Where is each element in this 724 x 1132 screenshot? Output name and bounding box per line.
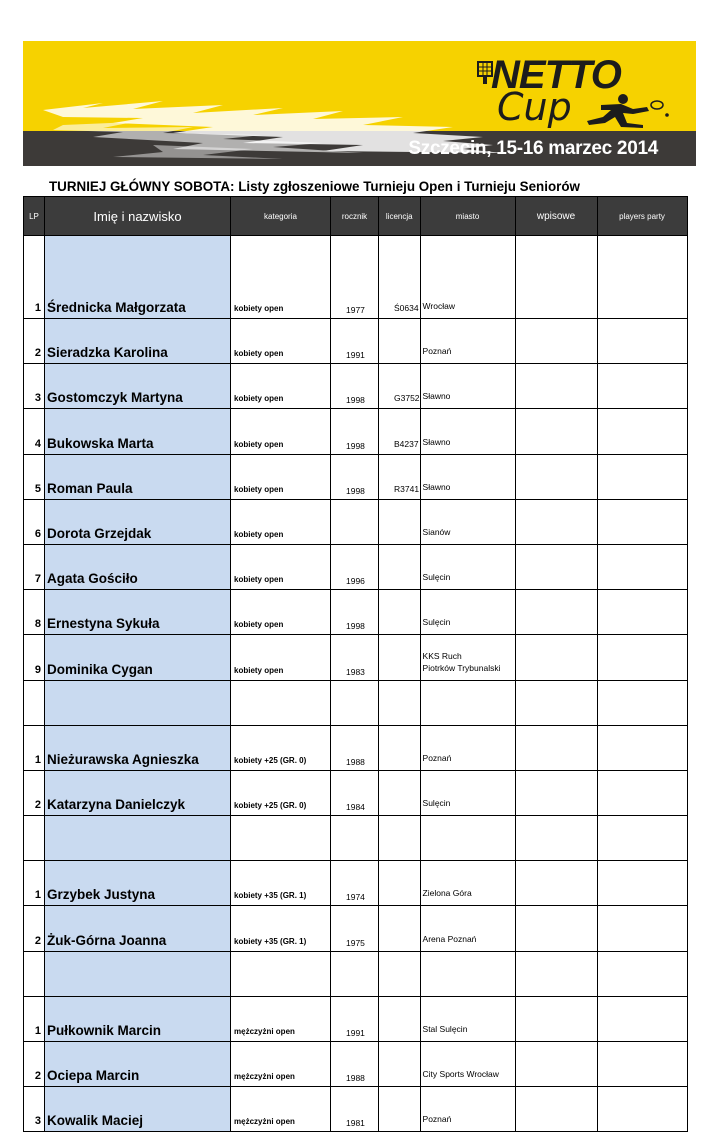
cell-name: Roman Paula [45, 454, 231, 499]
cell-licencja [379, 680, 421, 725]
cell-miasto: Zielona Góra [420, 861, 515, 906]
cell-lp: 2 [24, 906, 45, 951]
cell-kategoria: kobiety open [231, 499, 331, 544]
cell-miasto: Poznań [420, 1087, 515, 1132]
cell-kategoria: kobiety open [231, 319, 331, 364]
cell-wpisowe [515, 1087, 597, 1132]
cell-rocznik: 1998 [331, 590, 379, 635]
cell-rocznik: 1981 [331, 1087, 379, 1132]
cell-wpisowe [515, 816, 597, 861]
cell-players-party [597, 409, 687, 454]
cell-miasto [420, 816, 515, 861]
cell-licencja: B4237 [379, 409, 421, 454]
cell-name: Gostomczyk Martyna [45, 364, 231, 409]
cell-licencja [379, 996, 421, 1041]
cell-rocznik: 1975 [331, 906, 379, 951]
registration-table [23, 196, 688, 1132]
cell-miasto: Poznań [420, 319, 515, 364]
cell-kategoria: kobiety open [231, 409, 331, 454]
cell-players-party [597, 861, 687, 906]
table-row-spacer [24, 816, 688, 861]
table-row [24, 409, 688, 454]
table-row [24, 635, 688, 680]
cell-name [45, 816, 231, 861]
cell-miasto: Sulęcin [420, 544, 515, 589]
cell-lp: 5 [24, 454, 45, 499]
cell-rocznik: 1988 [331, 725, 379, 770]
cell-miasto: Sławno [420, 409, 515, 454]
cell-licencja [379, 1087, 421, 1132]
cell-players-party [597, 454, 687, 499]
cell-lp: 2 [24, 770, 45, 815]
cell-players-party [597, 499, 687, 544]
cell-wpisowe [515, 319, 597, 364]
cell-licencja [379, 816, 421, 861]
cell-licencja [379, 1042, 421, 1087]
cell-lp: 2 [24, 319, 45, 364]
table-row [24, 319, 688, 364]
cell-name: Bukowska Marta [45, 409, 231, 454]
cell-lp: 6 [24, 499, 45, 544]
col-header-licencja: licencja [379, 197, 421, 236]
cell-players-party [597, 680, 687, 725]
cell-wpisowe [515, 454, 597, 499]
cell-lp: 9 [24, 635, 45, 680]
cell-name: Nieżurawska Agnieszka [45, 725, 231, 770]
cell-wpisowe [515, 590, 597, 635]
col-header-rocznik: rocznik [331, 197, 379, 236]
cell-players-party [597, 590, 687, 635]
cell-players-party [597, 996, 687, 1041]
table-row [24, 544, 688, 589]
table-row-spacer [24, 951, 688, 996]
cell-miasto: Sianów [420, 499, 515, 544]
table-row [24, 590, 688, 635]
table-row [24, 364, 688, 409]
cell-licencja [379, 906, 421, 951]
cell-kategoria [231, 816, 331, 861]
cell-players-party [597, 816, 687, 861]
cell-kategoria: kobiety open [231, 590, 331, 635]
cell-players-party [597, 725, 687, 770]
cell-kategoria: kobiety open [231, 236, 331, 319]
table-row [24, 996, 688, 1041]
cell-kategoria: kobiety open [231, 364, 331, 409]
cell-lp [24, 680, 45, 725]
col-header-miasto: miasto [420, 197, 515, 236]
cell-name: Ociepa Marcin [45, 1042, 231, 1087]
cell-rocznik: 1998 [331, 364, 379, 409]
cell-rocznik: 1996 [331, 544, 379, 589]
cell-lp: 4 [24, 409, 45, 454]
cell-players-party [597, 1087, 687, 1132]
cell-rocznik: 1991 [331, 319, 379, 364]
cell-wpisowe [515, 635, 597, 680]
table-row [24, 1042, 688, 1087]
cell-rocznik: 1984 [331, 770, 379, 815]
cell-miasto: Sławno [420, 364, 515, 409]
cell-rocznik: 1974 [331, 861, 379, 906]
cell-rocznik: 1983 [331, 635, 379, 680]
col-header-players-party: players party [597, 197, 687, 236]
cell-licencja: G3752 [379, 364, 421, 409]
cell-players-party [597, 544, 687, 589]
table-body [24, 236, 688, 1132]
cell-name: Katarzyna Danielczyk [45, 770, 231, 815]
cell-kategoria: kobiety +25 (GR. 0) [231, 770, 331, 815]
cell-kategoria: kobiety +35 (GR. 1) [231, 861, 331, 906]
table-row [24, 861, 688, 906]
cell-lp: 1 [24, 236, 45, 319]
squash-player-icon [571, 93, 671, 129]
cell-wpisowe [515, 996, 597, 1041]
col-header-wpisowe: wpisowe [515, 197, 597, 236]
cell-lp: 1 [24, 725, 45, 770]
cell-name: Grzybek Justyna [45, 861, 231, 906]
cell-kategoria: kobiety +35 (GR. 1) [231, 906, 331, 951]
cell-players-party [597, 951, 687, 996]
table-header [24, 197, 688, 236]
cell-rocznik [331, 499, 379, 544]
logo-sub-text: Cup [497, 85, 572, 129]
cell-wpisowe [515, 861, 597, 906]
cell-name [45, 951, 231, 996]
cell-name: Dorota Grzejdak [45, 499, 231, 544]
cell-miasto: Wrocław [420, 236, 515, 319]
table-row [24, 454, 688, 499]
cell-players-party [597, 319, 687, 364]
cell-miasto: Arena Poznań [420, 906, 515, 951]
cell-kategoria: kobiety open [231, 454, 331, 499]
cell-lp: 7 [24, 544, 45, 589]
cell-licencja [379, 951, 421, 996]
cell-kategoria: kobiety +25 (GR. 0) [231, 725, 331, 770]
netto-cup-logo [475, 53, 675, 128]
cell-lp: 1 [24, 996, 45, 1041]
cell-lp: 2 [24, 1042, 45, 1087]
cell-wpisowe [515, 409, 597, 454]
table-row [24, 1087, 688, 1132]
cell-rocznik [331, 680, 379, 725]
cell-miasto: Sulęcin [420, 770, 515, 815]
cell-miasto: Poznań [420, 725, 515, 770]
cell-licencja [379, 499, 421, 544]
cell-licencja [379, 590, 421, 635]
cell-wpisowe [515, 544, 597, 589]
cell-rocznik: 1988 [331, 1042, 379, 1087]
cell-wpisowe [515, 1042, 597, 1087]
cell-players-party [597, 770, 687, 815]
cell-kategoria: kobiety open [231, 544, 331, 589]
cell-rocznik [331, 816, 379, 861]
cell-licencja [379, 725, 421, 770]
cell-lp [24, 951, 45, 996]
cell-kategoria: mężczyżni open [231, 1087, 331, 1132]
cell-wpisowe [515, 364, 597, 409]
logo-brand-text: NETTO [491, 53, 621, 97]
cell-miasto [420, 680, 515, 725]
cell-rocznik: 1991 [331, 996, 379, 1041]
header-banner [23, 41, 696, 166]
cell-wpisowe [515, 770, 597, 815]
cell-licencja [379, 319, 421, 364]
cell-miasto: City Sports Wrocław [420, 1042, 515, 1087]
cell-players-party [597, 635, 687, 680]
col-header-name: Imię i nazwisko [45, 197, 231, 236]
col-header-kategoria: kategoria [231, 197, 331, 236]
cell-miasto: Stal Sulęcin [420, 996, 515, 1041]
cell-name: Żuk-Górna Joanna [45, 906, 231, 951]
cell-name: Dominika Cygan [45, 635, 231, 680]
cell-name: Ernestyna Sykuła [45, 590, 231, 635]
cell-lp [24, 816, 45, 861]
col-header-lp: LP [24, 197, 45, 236]
cell-rocznik: 1998 [331, 454, 379, 499]
cell-players-party [597, 236, 687, 319]
cell-lp: 1 [24, 861, 45, 906]
cell-rocznik: 1998 [331, 409, 379, 454]
page-title: TURNIEJ GŁÓWNY SOBOTA: Listy zgłoszeniowe Turnieju Open i Turnieju Seniorów [49, 179, 580, 194]
cell-wpisowe [515, 236, 597, 319]
cell-kategoria [231, 680, 331, 725]
cell-rocznik [331, 951, 379, 996]
cell-licencja: R3741 [379, 454, 421, 499]
cell-rocznik: 1977 [331, 236, 379, 319]
cell-lp: 8 [24, 590, 45, 635]
cell-kategoria: mężczyżni open [231, 996, 331, 1041]
cell-miasto [420, 951, 515, 996]
cell-wpisowe [515, 725, 597, 770]
cell-players-party [597, 364, 687, 409]
cell-wpisowe [515, 680, 597, 725]
table-row [24, 236, 688, 319]
cell-licencja [379, 861, 421, 906]
cell-players-party [597, 906, 687, 951]
cell-players-party [597, 1042, 687, 1087]
cell-lp: 3 [24, 1087, 45, 1132]
table-row-spacer [24, 680, 688, 725]
table-row [24, 499, 688, 544]
cell-kategoria [231, 951, 331, 996]
cell-kategoria: mężczyżni open [231, 1042, 331, 1087]
cell-wpisowe [515, 951, 597, 996]
cell-name [45, 680, 231, 725]
cell-miasto: Sulęcin [420, 590, 515, 635]
cell-name: Pułkownik Marcin [45, 996, 231, 1041]
cell-name: Agata Gościło [45, 544, 231, 589]
cell-name: Sieradzka Karolina [45, 319, 231, 364]
cell-wpisowe [515, 906, 597, 951]
cell-licencja [379, 544, 421, 589]
cell-name: Kowalik Maciej [45, 1087, 231, 1132]
cell-name: Średnicka Małgorzata [45, 236, 231, 319]
cell-lp: 3 [24, 364, 45, 409]
cell-miasto: KKS Ruch Piotrków Trybunalski [420, 635, 515, 680]
event-date: Szczecin, 15-16 marzec 2014 [408, 138, 658, 159]
table-row [24, 725, 688, 770]
table-row [24, 906, 688, 951]
cell-licencja: Ś0634 [379, 236, 421, 319]
cell-kategoria: kobiety open [231, 635, 331, 680]
cell-wpisowe [515, 499, 597, 544]
cell-licencja [379, 635, 421, 680]
table-row [24, 770, 688, 815]
cell-miasto: Sławno [420, 454, 515, 499]
cell-licencja [379, 770, 421, 815]
